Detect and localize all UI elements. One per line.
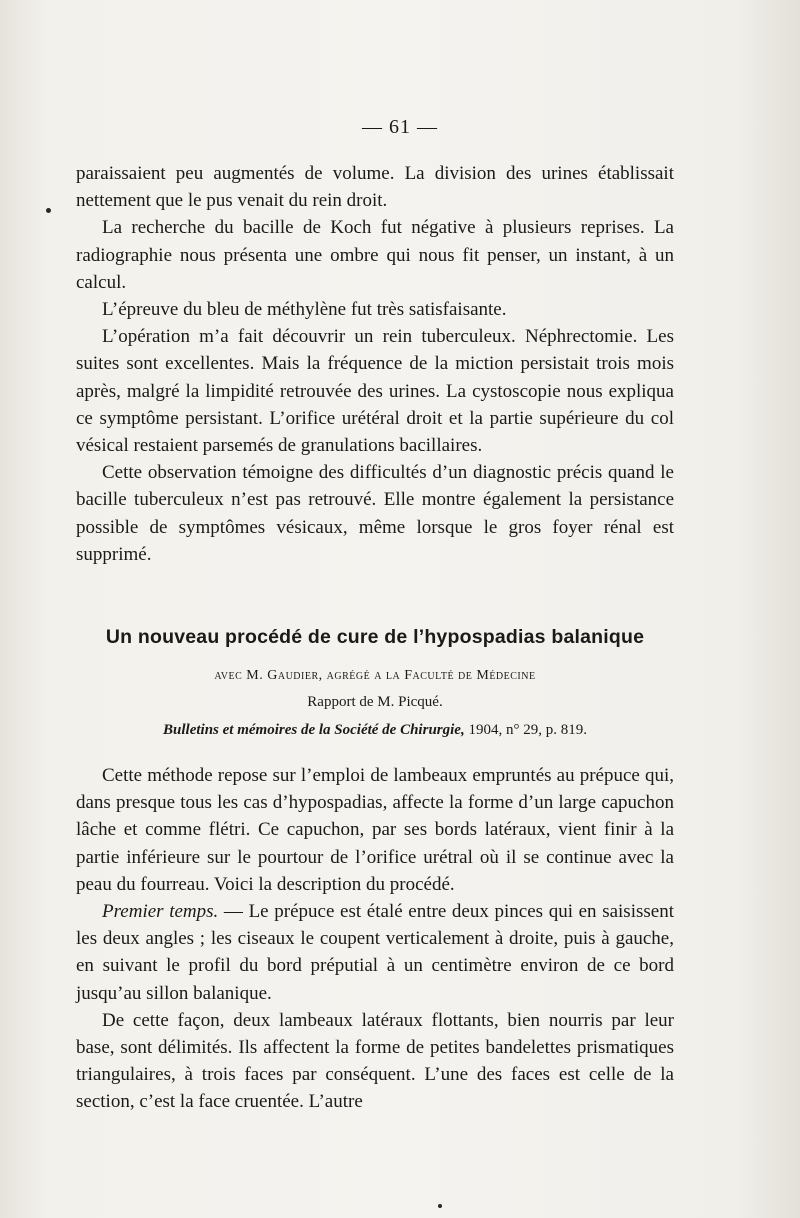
section-title: Un nouveau procédé de cure de l’hypospadias balanique	[105, 626, 645, 648]
paragraph-7-label: Premier temps.	[102, 901, 219, 923]
paragraph-3: L’épreuve du bleu de méthylène fut très satisfaisante.	[102, 299, 507, 321]
source-details: 1904, n° 29, p. 819.	[464, 722, 587, 738]
body-text-bottom	[76, 762, 674, 1116]
ink-speck	[46, 208, 51, 213]
author-text: avec M. Gaudier, agrégé a la Faculté de Médecine	[214, 668, 536, 683]
paragraph-5: Cette observation témoigne des difficultés d’un diagnostic précis quand le bacille tuberculeux n’est pas retrouvé. Elle montre également la persistance possible de symptômes vésicaux, même lorsque le gros foyer rénal est supprimé.	[76, 462, 674, 565]
ink-speck	[438, 1204, 442, 1208]
paragraph-4: L’opération m’a fait découvrir un rein tuberculeux. Néphrectomie. Les suites sont excellentes. Mais la fréquence de la miction persistait trois mois après, malgré la limpidité retrouvée des urines. La cystoscopie nous expliqua ce symptôme persistant. L’orifice urétéral droit et la partie supérieure du col vésical restaient parsemés de granulations bacillaires.	[76, 326, 674, 457]
paragraph-1: paraissaient peu augmentés de volume. La division des urines établissait nettement que le pus venait du rein droit.	[76, 163, 674, 212]
paragraph-6: Cette méthode repose sur l’emploi de lambeaux empruntés au prépuce qui, dans presque tous les cas d’hypospadias, affecte la forme d’un large capuchon lâche et comme flétri. Ce capuchon, par ses bords latéraux, vient finir à la partie inférieure sur le pourtour de l’orifice urétral où il se continue avec la peau du fourreau. Voici la description du procédé.	[76, 765, 674, 895]
page-number: — 61 —	[362, 116, 438, 138]
body-text-top	[76, 160, 674, 568]
paragraph-2: La recherche du bacille de Koch fut négative à plusieurs reprises. La radiographie nous présenta une ombre qui nous fit penser, un instant, à un calcul.	[76, 217, 674, 293]
source-citation	[76, 722, 674, 739]
paragraph-7-text: — Le prépuce est étalé entre deux pinces qui en saisissent les deux angles ; les ciseaux le coupent verticalement à droite, puis à gauche, en suivant le profil du bord préputial à un centimètre environ de ce bord jusqu’au sillon balanique.	[76, 901, 674, 1004]
source-journal: Bulletins et mémoires de la Société de Chirurgie,	[163, 722, 465, 738]
paragraph-8: De cette façon, deux lambeaux latéraux flottants, bien nourris par leur base, sont délimités. Ils affectent la forme de petites bandelettes prismatiques triangulaires, à trois faces par conséquent. L’une des faces est celle de la section, c’est la face cruentée. L’autre	[76, 1009, 674, 1113]
paragraph-7	[76, 898, 674, 1007]
report-line: Rapport de M. Picqué.	[307, 694, 443, 710]
author-line	[76, 668, 674, 684]
